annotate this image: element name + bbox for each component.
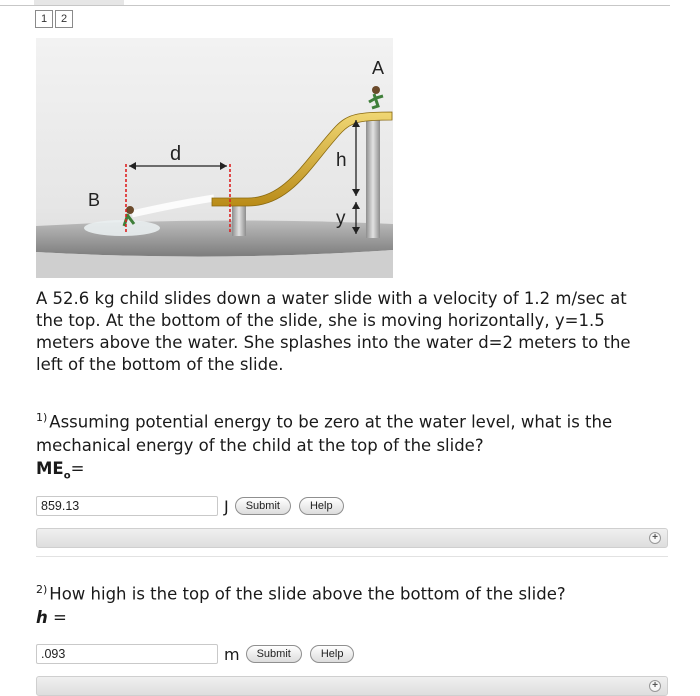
expand-icon[interactable]: +	[649, 680, 661, 692]
question-2-help-button[interactable]: Help	[310, 645, 355, 663]
question-2-text: How high is the top of the slide above the bottom of the slide?	[49, 584, 566, 604]
tall-pillar	[366, 120, 380, 238]
question-1-text: Assuming potential energy to be zero at the water level, what is the mechanical energy of the child at the top of the slide?	[36, 412, 613, 455]
child-bottom-head	[126, 206, 134, 214]
question-2-hint-bar[interactable]	[36, 676, 668, 696]
question-1-answer-row	[36, 496, 352, 516]
question-1-equals: =	[70, 458, 85, 478]
question-2-answer-input[interactable]	[36, 644, 218, 664]
question-1	[36, 406, 666, 487]
question-1-hint-bar[interactable]	[36, 528, 668, 548]
child-top-head	[372, 86, 380, 94]
page-2-button[interactable]: 2	[55, 10, 73, 28]
question-1-help-button[interactable]: Help	[299, 497, 344, 515]
label-d: d	[170, 143, 182, 165]
question-1-variable: ME	[36, 458, 64, 478]
splash	[84, 220, 160, 236]
question-1-number: 1)	[36, 411, 48, 424]
label-y: y	[336, 208, 346, 229]
expand-icon[interactable]: +	[649, 532, 661, 544]
question-1-unit: J	[224, 496, 229, 516]
question-divider	[36, 556, 668, 557]
question-2-answer-row	[36, 644, 362, 664]
question-2-unit: m	[224, 644, 240, 664]
question-2-number: 2)	[36, 583, 48, 596]
question-1-answer-input[interactable]	[36, 496, 218, 516]
label-h: h	[336, 150, 347, 171]
page-1-button[interactable]: 1	[35, 10, 53, 28]
problem-statement: A 52.6 kg child slides down a water slide with a velocity of 1.2 m/sec at the top. At the bottom of the slide, she is moving horizontally, y=1.5 meters above the water. She splashes into the water d=2 meters to the left of the bottom of the slide.	[36, 289, 631, 374]
top-divider	[0, 5, 670, 6]
label-a: A	[372, 58, 385, 78]
page-selector	[35, 10, 75, 28]
question-2-variable: h	[36, 607, 48, 627]
question-1-submit-button[interactable]: Submit	[235, 497, 291, 515]
question-2-submit-button[interactable]: Submit	[246, 645, 302, 663]
water-slide-figure	[36, 38, 393, 278]
question-2	[36, 578, 666, 629]
question-1-variable-subscript: o	[63, 469, 71, 481]
question-2-equals: =	[47, 607, 67, 627]
label-b: B	[88, 190, 101, 210]
